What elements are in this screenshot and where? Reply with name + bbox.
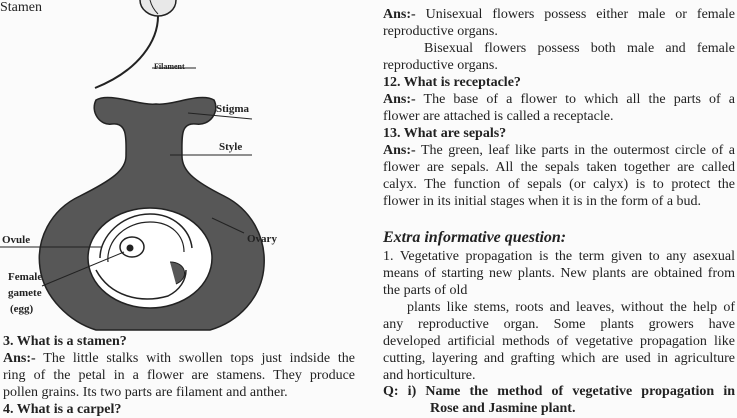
question-i-line-1: Q: i) Name the method of vegetative propagation in bbox=[383, 384, 735, 399]
q13-answer-line-1 bbox=[383, 142, 735, 159]
q12-answer-line-1 bbox=[383, 91, 735, 108]
ans-prefix: Ans:- bbox=[383, 7, 416, 22]
stigma-label: Stigma bbox=[216, 103, 249, 115]
ans-prefix: Ans:- bbox=[3, 351, 36, 366]
q12-ans-text: The base of a flower to which all the parts of a bbox=[415, 92, 735, 107]
veg-line-6: developed artificial methods of vegetative propagation like bbox=[383, 334, 735, 349]
egg-nucleus bbox=[127, 245, 134, 252]
unisexual-line-2: reproductive organs. bbox=[383, 24, 498, 39]
gamete-label: gamete bbox=[8, 287, 42, 299]
filament-line bbox=[95, 16, 158, 88]
filament-label: Filament bbox=[154, 62, 185, 71]
veg-line-7: cutting, layering and grafting which are used in agriculture bbox=[383, 351, 735, 366]
bisexual-line-2: reproductive organs. bbox=[383, 58, 498, 73]
unisexual-line-1 bbox=[383, 6, 735, 23]
q3-ans-text-1: The little stalks with swollen tops just indside the bbox=[35, 351, 355, 366]
female-label: Female bbox=[8, 271, 43, 283]
question-3: 3. What is a stamen? bbox=[3, 334, 127, 349]
ovary-cavity bbox=[88, 208, 212, 308]
ans-prefix: Ans:- bbox=[383, 92, 416, 107]
ovary-label: Ovary bbox=[247, 233, 277, 245]
q13-answer-line-2: flower are sepals. All the sepals taken together are called bbox=[383, 160, 735, 175]
question-4: 4. What is a carpel? bbox=[3, 402, 122, 417]
veg-line-2: means of starting new plants. New plants are obtained from bbox=[383, 266, 735, 281]
q13-answer-line-4: flower in its initial stages when it is in the form of a bud. bbox=[383, 194, 702, 209]
stamen-label: Stamen bbox=[0, 0, 42, 15]
question-13: 13. What are sepals? bbox=[383, 126, 507, 141]
ans-prefix: Ans:- bbox=[383, 143, 416, 158]
extra-heading: Extra informative question: bbox=[383, 229, 567, 246]
veg-line-3: the parts of old bbox=[383, 283, 468, 298]
egg-label: (egg) bbox=[10, 303, 34, 315]
question-12: 12. What is receptacle? bbox=[383, 75, 521, 90]
veg-line-4: plants like stems, roots and leaves, without the help of bbox=[407, 300, 735, 315]
ovule-label: Ovule bbox=[2, 234, 31, 246]
q3-answer-line-3: pollen grains. Its two parts are filament and anther. bbox=[3, 385, 288, 400]
veg-line-1: 1. Vegetative propagation is the term given to any asexual bbox=[383, 249, 735, 264]
style-label: Style bbox=[219, 141, 243, 153]
q13-answer-line-3: calyx. The function of sepals (or calyx) is to protect the bbox=[383, 177, 735, 192]
bisexual-line-1: Bisexual flowers possess both male and female bbox=[424, 41, 735, 56]
question-i-line-2: Rose and Jasmine plant. bbox=[430, 401, 576, 416]
q12-answer-line-2: flower are attached is called a receptacle. bbox=[383, 109, 614, 124]
veg-line-8: and horticulture. bbox=[383, 368, 476, 383]
q3-answer-line-2: ring of the petal in a flower are stamens. They produce bbox=[3, 368, 355, 383]
unisexual-text: Unisexual flowers possess either male or female bbox=[415, 7, 735, 22]
q3-answer-line-1 bbox=[3, 350, 355, 367]
q13-ans-text: The green, leaf like parts in the outermost circle of a bbox=[415, 143, 735, 158]
veg-line-5: any reproductive organ. Some plants growers have bbox=[383, 317, 735, 332]
